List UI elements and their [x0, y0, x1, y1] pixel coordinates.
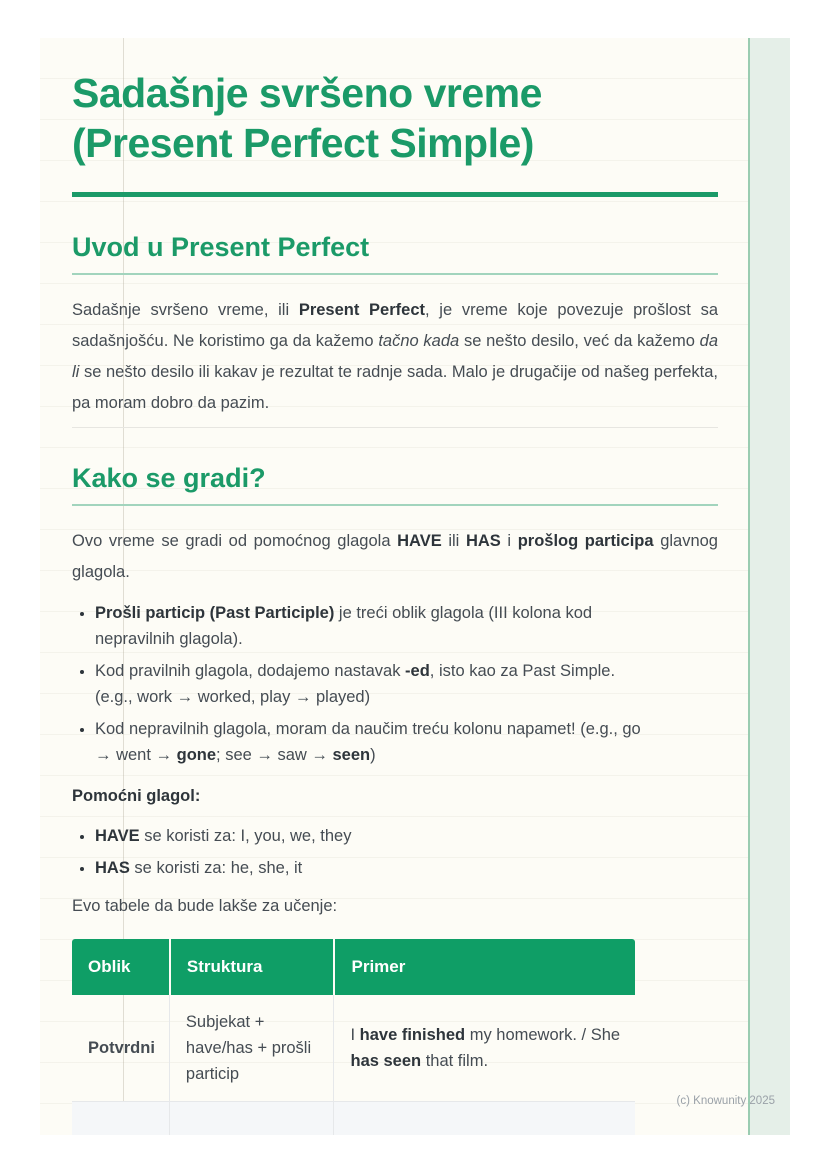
list-item: • Prošli particip (Past Participle) je treći oblik glagola (III kolona kod nepravilnih glagola). — [95, 600, 652, 652]
auxiliary-bullet-list — [72, 823, 652, 881]
table-intro-text: Evo tabele da bude lakše za učenje: — [72, 897, 338, 915]
gradi-intro-paragraph: Ovo vreme se gradi od pomoćnog glagola HAVE ili HAS i prošlog participa glavnog glagola. — [72, 532, 718, 581]
table-header-oblik: Oblik — [72, 939, 169, 995]
table-header-struktura: Struktura — [169, 939, 334, 995]
auxiliary-verb-label: Pomoćni glagol: — [72, 787, 201, 805]
table-header-row — [72, 939, 635, 995]
cell-empty — [72, 1102, 169, 1135]
participle-bullet-list — [72, 600, 652, 768]
list-item: • HAVE se koristi za: I, you, we, they — [95, 823, 652, 849]
list-item: • Kod pravilnih glagola, dodajemo nastavak -ed, isto kao za Past Simple. (e.g., work → worked, play → played) — [95, 658, 652, 710]
table-row-partial — [72, 1102, 635, 1135]
page-edge-stripe — [748, 38, 790, 1135]
table-row — [72, 995, 635, 1102]
document-page — [40, 38, 790, 1135]
list-item: • Kod nepravilnih glagola, moram da naučim treću kolonu napamet! (e.g., go → went → gone; see → saw → seen) — [95, 716, 652, 768]
table-header-primer: Primer — [333, 939, 635, 995]
cell-primer: I have finished my homework. / She has seen that film. — [333, 995, 635, 1102]
page-content — [72, 38, 718, 1135]
section-divider — [72, 427, 718, 428]
list-item: • HAS se koristi za: he, she, it — [95, 855, 652, 881]
title-divider — [72, 192, 718, 197]
cell-struktura: Subjekat + have/has + prošli particip — [169, 995, 334, 1102]
section-heading-kako: Kako se gradi? — [72, 462, 718, 506]
cell-oblik: Potvrdni — [72, 995, 169, 1102]
intro-paragraph: Sadašnje svršeno vreme, ili Present Perfect, je vreme koje povezuje prošlost sa sadašnjošću. Ne koristimo ga da kažemo tačno kada se nešto desilo, već da kažemo da li se nešto desilo ili kakav je rezultat te radnje sada. Malo je drugačije od našeg perfekta, pa moram dobro da pazim. — [72, 301, 718, 412]
conjugation-table — [72, 939, 635, 1135]
doc-title-line-2: (Present Perfect Simple) — [72, 120, 534, 166]
section-heading-uvod: Uvod u Present Perfect — [72, 231, 718, 275]
cell-empty — [169, 1102, 334, 1135]
copyright-footer: (c) Knowunity 2025 — [676, 1095, 775, 1107]
cell-empty — [333, 1102, 635, 1135]
doc-title-line-1: Sadašnje svršeno vreme — [72, 70, 542, 116]
doc-title — [72, 68, 718, 168]
